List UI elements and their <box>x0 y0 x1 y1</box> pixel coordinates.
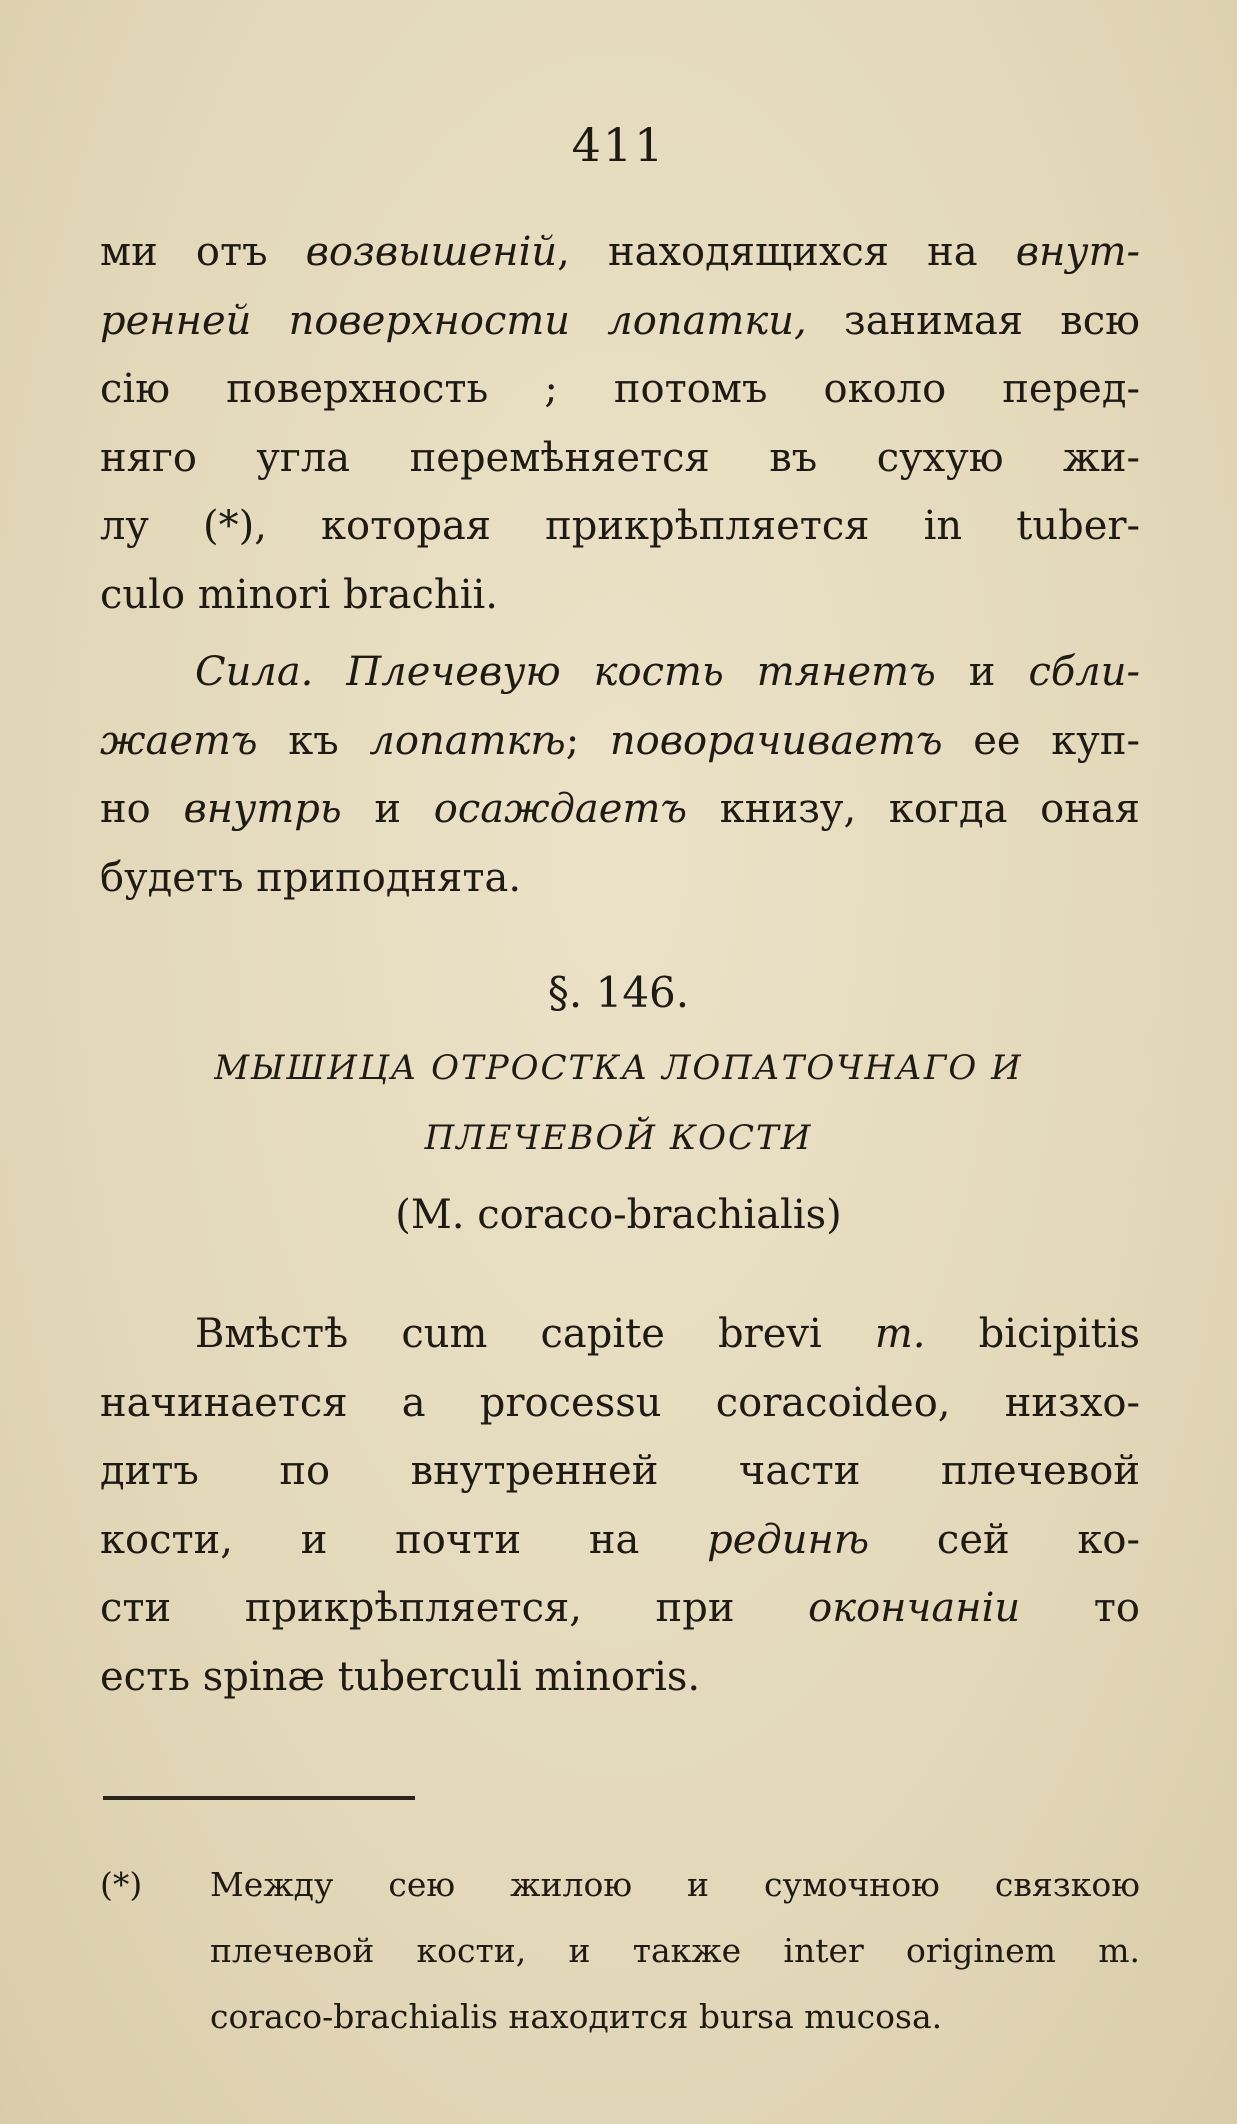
footnote-text <box>210 1852 1140 2050</box>
text-line: лу (*), которая прикрѣпляется in tuber- <box>100 503 1140 550</box>
text-line: coraco-brachialis находится bursa mucosa. <box>210 1997 943 2036</box>
paragraph-2 <box>100 638 1140 912</box>
italic-text: лопаткѣ <box>369 717 566 764</box>
text-line: ми отъ возвышеній, находящихся на внут- <box>100 229 1141 275</box>
text-line: жаетъ къ лопаткѣ; поворачиваетъ ее куп- <box>100 717 1140 764</box>
italic-text: внут- <box>1015 229 1141 275</box>
paragraph-1 <box>100 218 1140 630</box>
text-line: Сила. Плечевую кость тянетъ и сбли- <box>195 649 1141 695</box>
footnote <box>100 1852 1140 2050</box>
italic-text: внутрь <box>183 786 342 833</box>
section-number: §. 146. <box>547 968 690 1017</box>
section-heading-line-1: МЫШИЦА ОТРОСТКА ЛОПАТОЧНАГО И <box>214 1048 1023 1088</box>
italic-text: ренней поверхности лопатки, <box>100 297 807 344</box>
italic-text: сбли- <box>1028 649 1141 695</box>
italic-text: возвышеній <box>305 229 558 275</box>
text-line: ренней поверхности лопатки, занимая всю <box>100 297 1140 344</box>
text-line: но внутрь и осаждаетъ книзу, когда оная <box>100 786 1140 833</box>
latin-muscle-name: (M. coraco-brachialis) <box>395 1192 842 1238</box>
page-number: 411 <box>571 118 666 172</box>
text-line: начинается a processu coracoideo, низхо- <box>100 1379 1140 1426</box>
italic-text: рединѣ <box>707 1516 870 1563</box>
italic-text: осаждаетъ <box>433 786 688 833</box>
italic-text: жаетъ <box>100 717 258 764</box>
footnote-marker: (*) <box>100 1865 143 1904</box>
text-line: culo minori brachii. <box>100 571 498 618</box>
text-line: Между сею жилою и сумочною связкою <box>210 1865 1140 1904</box>
text-line: сію поверхность ; потомъ около перед- <box>100 366 1140 413</box>
text-line: будетъ приподнята. <box>100 854 522 901</box>
italic-text: Сила. Плечевую кость тянетъ <box>195 649 936 695</box>
footnote-divider <box>103 1796 415 1800</box>
text-line: есть spinæ tuberculi minoris. <box>100 1653 701 1700</box>
section-heading-line-2: ПЛЕЧЕВОЙ КОСТИ <box>424 1118 813 1158</box>
italic-text: поворачиваетъ <box>609 717 943 764</box>
text-line: дитъ по внутренней части плечевой <box>100 1448 1140 1495</box>
text-line: плечевой кости, и также inter originem m. <box>210 1931 1140 1970</box>
italic-text: окончаніи <box>808 1585 1021 1632</box>
italic-text: m. <box>874 1311 926 1357</box>
text-line: няго угла перемѣняется въ сухую жи- <box>100 434 1140 481</box>
text-line: кости, и почти на рединѣ сей ко- <box>100 1516 1141 1563</box>
paragraph-3 <box>100 1300 1140 1712</box>
text-line: сти прикрѣпляется, при окончаніи то <box>100 1585 1140 1632</box>
text-line: Вмѣстѣ cum capite brevi m. bicipitis <box>195 1311 1140 1357</box>
